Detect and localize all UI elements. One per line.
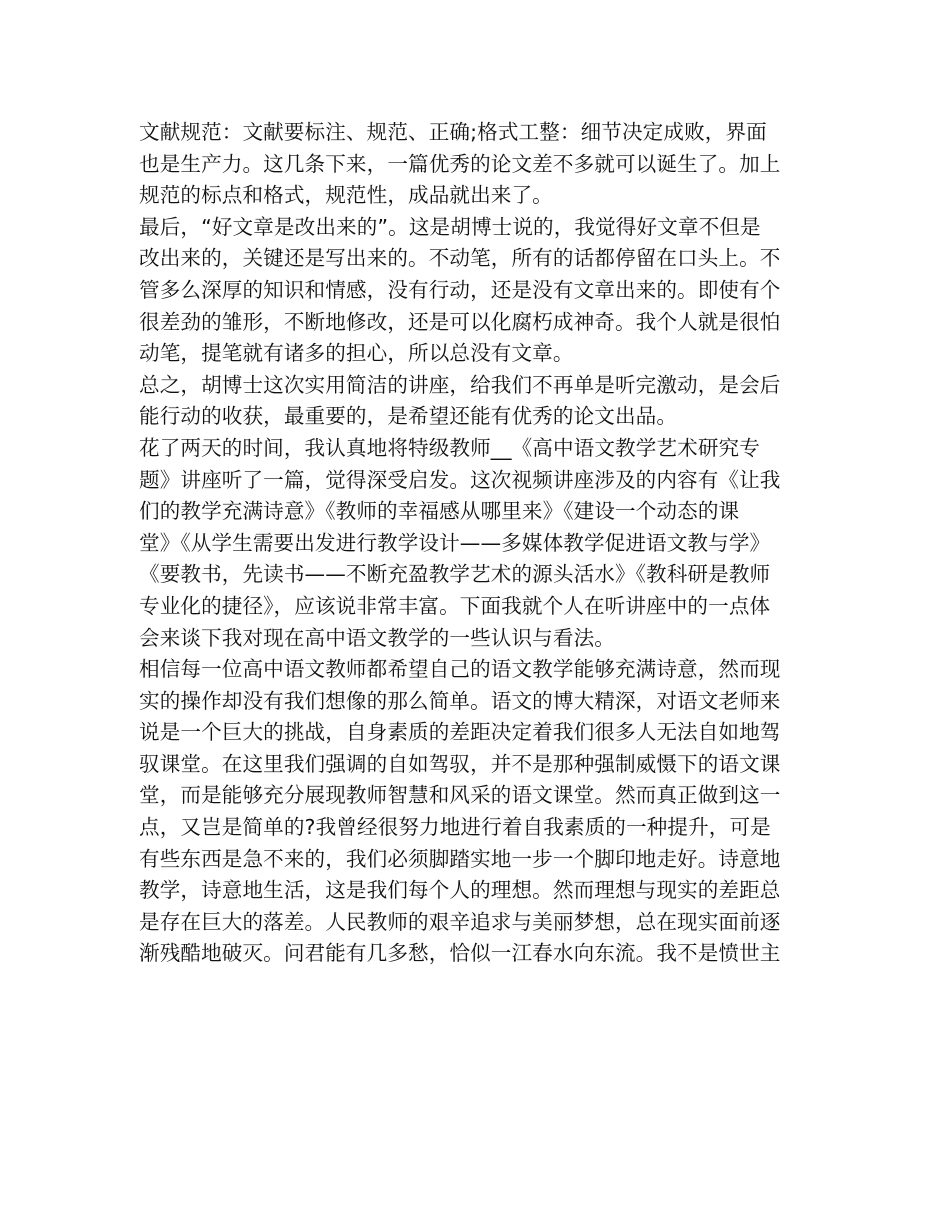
text-line: 《要教书，先读书——不断充盈教学艺术的源头活水》《教科研是教师: [139, 562, 771, 587]
text-line: 教学，诗意地生活，这是我们每个人的理想。然而理想与现实的差距总: [139, 878, 781, 903]
text-line: 规范的标点和格式，规范性，成品就出来了。: [139, 183, 553, 208]
text-line: 渐残酷地破灭。问君能有几多愁，恰似一江春水向东流。我不是愤世主: [139, 941, 781, 966]
text-line: 题》讲座听了一篇，觉得深受启发。这次视频讲座涉及的内容有《让我: [139, 467, 781, 492]
text-line: 花了两天的时间，我认真地将特级教师__《高中语文教学艺术研究专: [139, 435, 760, 460]
text-line: 会来谈下我对现在高中语文教学的一些认识与看法。: [139, 625, 615, 650]
text-line: 说是一个巨大的挑战，自身素质的差距决定着我们很多人无法自如地驾: [139, 720, 781, 745]
text-line: 能行动的收获，最重要的，是希望还能有优秀的论文出品。: [139, 404, 678, 429]
text-line: 也是生产力。这几条下来，一篇优秀的论文差不多就可以诞生了。加上: [139, 151, 781, 176]
text-line: 是存在巨大的落差。人民教师的艰辛追求与美丽梦想，总在现实面前逐: [139, 909, 781, 934]
text-line: 相信每一位高中语文教师都希望自己的语文教学能够充满诗意，然而现: [139, 657, 781, 682]
text-line: 专业化的捷径》，应该说非常丰富。下面我就个人在听讲座中的一点体: [139, 593, 771, 618]
text-line: 总之，胡博士这次实用简洁的讲座，给我们不再单是听完激动，是会后: [139, 372, 781, 397]
text-line: 们的教学充满诗意》《教师的幸福感从哪里来》《建设一个动态的课: [139, 499, 740, 524]
text-line: 最后，“好文章是改出来的”。这是胡博士说的，我觉得好文章不但是: [139, 214, 761, 239]
text-line: 有些东西是急不来的，我们必须脚踏实地一步一个脚印地走好。诗意地: [139, 846, 781, 871]
text-line: 文献规范：文献要标注、规范、正确;格式工整：细节决定成败，界面: [139, 120, 767, 144]
text-line: 驭课堂。在这里我们强调的自如驾驭，并不是那种强制威慑下的语文课: [139, 751, 781, 776]
text-line: 堂》《从学生需要出发进行教学设计——多媒体教学促进语文教与学》: [139, 530, 771, 555]
text-line: 动笔，提笔就有诸多的担心，所以总没有文章。: [139, 341, 574, 366]
text-line: 管多么深厚的知识和情感，没有行动，还是没有文章出来的。即使有个: [139, 277, 781, 302]
text-line: 改出来的，关键还是写出来的。不动笔，所有的话都停留在口头上。不: [139, 246, 781, 271]
text-line: 堂，而是能够充分展现教师智慧和风采的语文课堂。然而真正做到这一: [139, 783, 781, 808]
body-text: [139, 117, 814, 970]
text-line: 实的操作却没有我们想像的那么简单。语文的博大精深，对语文老师来: [139, 688, 781, 713]
text-line: 点，又岂是简单的?我曾经很努力地进行着自我素质的一种提升，可是: [139, 815, 771, 840]
text-line: 很差劲的雏形，不断地修改，还是可以化腐朽成神奇。我个人就是很怕: [139, 309, 781, 334]
